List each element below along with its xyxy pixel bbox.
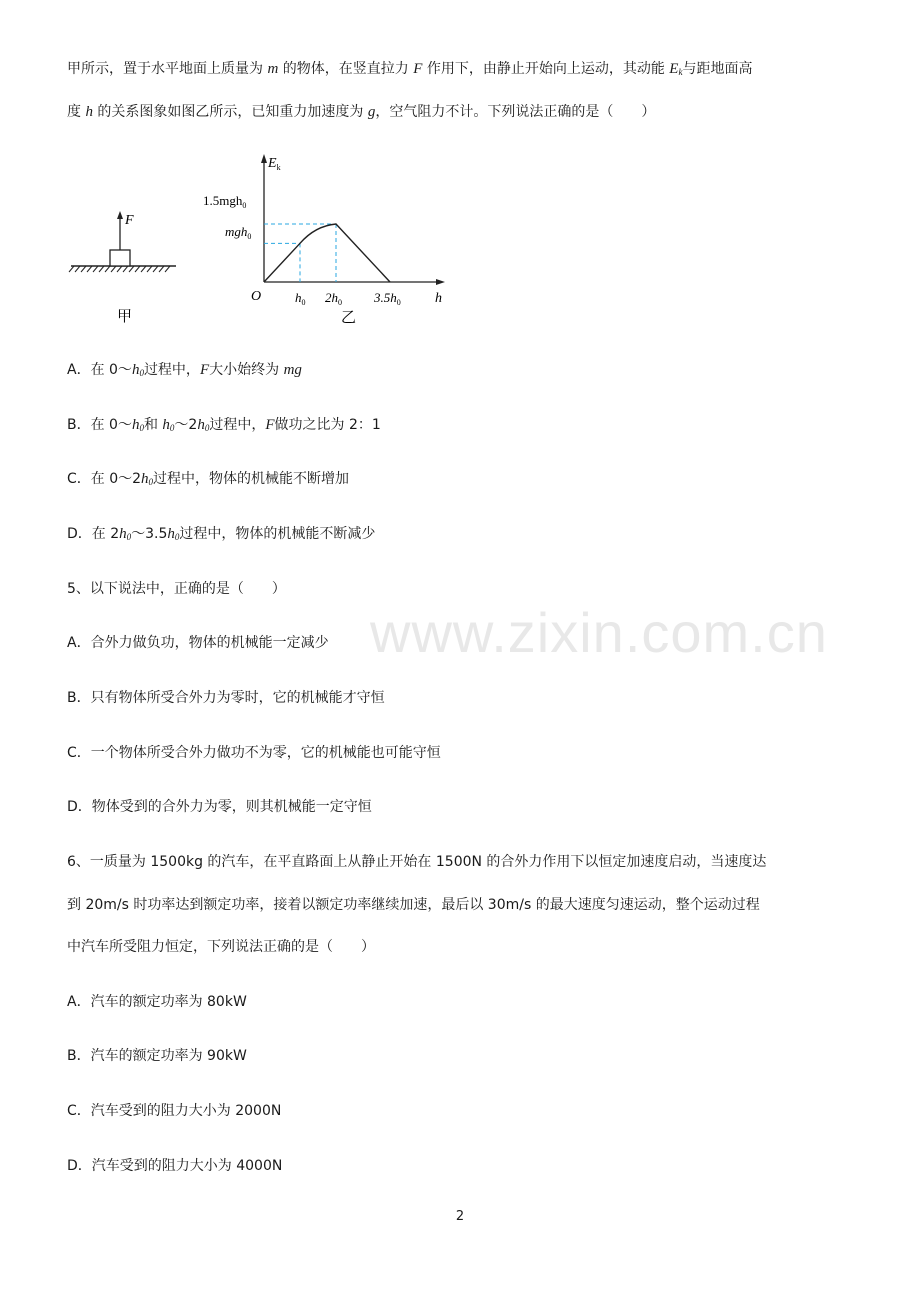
q4-stem-line-1: 甲所示，置于水平地面上质量为 m 的物体，在竖直拉力 F 作用下，由静止开始向上运动，其动能 $E_k$与距地面高 — [67, 61, 753, 77]
var-m: m — [267, 61, 279, 77]
q6-option-c[interactable]: C．汽车受到的阻力大小为 2000N — [67, 1103, 282, 1119]
q5-option-c[interactable]: C．一个物体所受合外力做功不为零，它的机械能也可能守恒 — [67, 745, 441, 761]
var-E: E — [669, 61, 679, 77]
watermark: www.zixin.com.cn — [370, 601, 828, 664]
x-tick-label: $3.5h_0$ — [374, 290, 401, 307]
hatch-mark — [81, 266, 86, 272]
hatch-mark — [93, 266, 98, 272]
hatch-mark — [87, 266, 92, 272]
origin-label: O — [251, 289, 262, 304]
figure-yi-chart — [196, 145, 456, 333]
block — [110, 250, 130, 266]
q4-option-a[interactable]: A．在 $0\sim h_0$过程中，F大小始终为 mg — [67, 362, 302, 378]
q4-option-d[interactable]: D．在 $2h_0\sim 3.5h_0$过程中，物体的机械能不断减少 — [67, 526, 376, 542]
x-axis-arrow — [436, 279, 445, 285]
q6-stem-line-3: 中汽车所受阻力恒定，下列说法正确的是（ ） — [67, 939, 375, 955]
q6-stem-line-2: 到 20m/s 时功率达到额定功率，接着以额定功率继续加速，最后以 30m/s 的最大速度匀速运动，整个运动过程 — [67, 897, 760, 913]
var-F: F — [413, 61, 423, 77]
hatch-mark — [159, 266, 164, 272]
hatch-mark — [153, 266, 158, 272]
figure-jia — [64, 200, 184, 330]
hatch-mark — [147, 266, 152, 272]
q4-option-c[interactable]: C．在 $0\sim 2h_0$过程中，物体的机械能不断增加 — [67, 471, 350, 487]
q6-option-d[interactable]: D．汽车受到的阻力大小为 4000N — [67, 1158, 283, 1174]
q6-stem-line-1: 6、一质量为 1500kg 的汽车，在平直路面上从静止开始在 1500N 的合外力作用下以恒定加速度启动，当速度达 — [67, 854, 767, 870]
hatch-mark — [117, 266, 122, 272]
q5-stem: 5、以下说法中，正确的是（ ） — [67, 581, 286, 597]
force-label: F — [125, 213, 134, 228]
hatch-mark — [69, 266, 74, 272]
hatch-mark — [99, 266, 104, 272]
q6-option-b[interactable]: B．汽车的额定功率为 90kW — [67, 1048, 247, 1064]
caption-yi: 乙 — [341, 308, 357, 326]
y-axis-label: $E_k$ — [268, 156, 281, 172]
caption-jia: 甲 — [117, 307, 133, 325]
x-tick-label: $h_0$ — [295, 290, 306, 307]
q5-option-a[interactable]: A．合外力做负功，物体的机械能一定减少 — [67, 635, 329, 651]
ek-curve — [264, 224, 390, 282]
hatch-mark — [129, 266, 134, 272]
force-arrow-head — [117, 211, 123, 219]
y-tick-high: 1.5mgh$_0$ — [203, 193, 247, 210]
var-g: g — [367, 104, 376, 120]
hatch-mark — [105, 266, 110, 272]
q6-option-a[interactable]: A．汽车的额定功率为 80kW — [67, 994, 247, 1010]
q4-option-b[interactable]: B．在 $0\sim h_0$和 $h_0\sim 2h_0$过程中，F做功之比为 2：1 — [67, 417, 381, 433]
hatch-mark — [75, 266, 80, 272]
hatch-mark — [123, 266, 128, 272]
x-tick-label: $2h_0$ — [325, 290, 342, 307]
hatch-mark — [135, 266, 140, 272]
q5-option-d[interactable]: D．物体受到的合外力为零，则其机械能一定守恒 — [67, 799, 372, 815]
ground-hatch — [69, 266, 170, 272]
page-number: 2 — [455, 1209, 465, 1224]
hatch-mark — [165, 266, 170, 272]
x-axis-label: h — [435, 291, 442, 306]
q4-stem-line-2: 度 h 的关系图象如图乙所示，已知重力加速度为 g，空气阻力不计。下列说法正确的是（ ） — [67, 104, 656, 120]
hatch-mark — [141, 266, 146, 272]
y-axis-arrow — [261, 154, 267, 163]
hatch-mark — [111, 266, 116, 272]
q5-option-b[interactable]: B．只有物体所受合外力为零时，它的机械能才守恒 — [67, 690, 385, 706]
var-h: h — [85, 104, 93, 120]
y-tick-low: mgh$_0$ — [225, 224, 252, 241]
